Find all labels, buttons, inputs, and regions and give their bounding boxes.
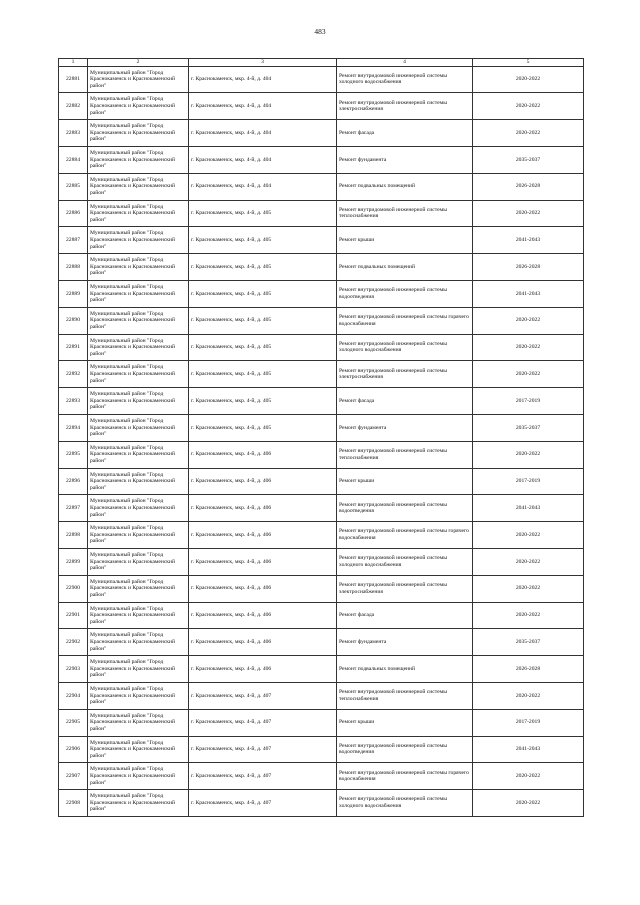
address-cell: г. Краснокаменск, мкр. 4-й, д. 405 [189,361,337,388]
row-number: 22905 [59,709,88,736]
work-type-cell: Ремонт внутридомовой инженерной системы холодного водоснабжения [337,790,473,817]
address-cell: г. Краснокаменск, мкр. 4-й, д. 406 [189,522,337,549]
work-type-cell: Ремонт крыши [337,227,473,254]
table-row [59,629,584,656]
work-type-cell: Ремонт внутридомовой инженерной системы водоотведения [337,280,473,307]
row-number: 22894 [59,414,88,441]
row-number: 22893 [59,388,88,415]
work-type-cell: Ремонт внутридомовой инженерной системы холодного водоснабжения [337,548,473,575]
address-cell: г. Краснокаменск, мкр. 4-й, д. 405 [189,307,337,334]
address-cell: г. Краснокаменск, мкр. 4-й, д. 406 [189,548,337,575]
row-number: 22886 [59,200,88,227]
period-cell: 2035-2037 [473,414,584,441]
work-type-cell: Ремонт фундамента [337,414,473,441]
work-type-cell: Ремонт внутридомовой инженерной системы теплоснабжения [337,200,473,227]
row-number: 22883 [59,120,88,147]
municipality-cell: Муниципальный район "Город Краснокаменск и Краснокаменский район" [88,656,189,683]
address-cell: г. Краснокаменск, мкр. 4-й, д. 405 [189,200,337,227]
table-row [59,763,584,790]
municipality-cell: Муниципальный район "Город Краснокаменск и Краснокаменский район" [88,548,189,575]
header-cell-1: 1 [59,59,88,67]
municipality-cell: Муниципальный район "Город Краснокаменск и Краснокаменский район" [88,414,189,441]
work-type-cell: Ремонт внутридомовой инженерной системы водоотведения [337,495,473,522]
period-cell: 2020-2022 [473,361,584,388]
period-cell: 2017-2019 [473,388,584,415]
header-cell-3: 3 [189,59,337,67]
work-type-cell: Ремонт внутридомовой инженерной системы электроснабжения [337,361,473,388]
table-row [59,441,584,468]
header-cell-5: 5 [473,59,584,67]
municipality-cell: Муниципальный район "Город Краснокаменск и Краснокаменский район" [88,120,189,147]
work-type-cell: Ремонт внутридомовой инженерной системы горячего водоснабжения [337,522,473,549]
work-type-cell: Ремонт внутридомовой инженерной системы теплоснабжения [337,441,473,468]
period-cell: 2017-2019 [473,709,584,736]
municipality-cell: Муниципальный район "Город Краснокаменск и Краснокаменский район" [88,522,189,549]
work-type-cell: Ремонт крыши [337,709,473,736]
row-number: 22899 [59,548,88,575]
repair-schedule-table [58,58,584,817]
period-cell: 2020-2022 [473,575,584,602]
row-number: 22903 [59,656,88,683]
period-cell: 2020-2022 [473,120,584,147]
municipality-cell: Муниципальный район "Город Краснокаменск и Краснокаменский район" [88,334,189,361]
row-number: 22904 [59,682,88,709]
period-cell: 2020-2022 [473,790,584,817]
table-row [59,602,584,629]
period-cell: 2020-2022 [473,93,584,120]
work-type-cell: Ремонт крыши [337,468,473,495]
municipality-cell: Муниципальный район "Город Краснокаменск и Краснокаменский район" [88,602,189,629]
address-cell: г. Краснокаменск, мкр. 4-й, д. 407 [189,709,337,736]
row-number: 22888 [59,254,88,281]
row-number: 22890 [59,307,88,334]
municipality-cell: Муниципальный район "Город Краснокаменск и Краснокаменский район" [88,468,189,495]
period-cell: 2041-2043 [473,227,584,254]
period-cell: 2020-2022 [473,763,584,790]
municipality-cell: Муниципальный район "Город Краснокаменск и Краснокаменский район" [88,629,189,656]
period-cell: 2020-2022 [473,66,584,93]
address-cell: г. Краснокаменск, мкр. 4-й, д. 405 [189,227,337,254]
row-number: 22906 [59,736,88,763]
table-row [59,146,584,173]
address-cell: г. Краснокаменск, мкр. 4-й, д. 405 [189,254,337,281]
municipality-cell: Муниципальный район "Город Краснокаменск и Краснокаменский район" [88,173,189,200]
work-type-cell: Ремонт подвальных помещений [337,173,473,200]
municipality-cell: Муниципальный район "Город Краснокаменск и Краснокаменский район" [88,388,189,415]
period-cell: 2020-2022 [473,200,584,227]
period-cell: 2026-2028 [473,254,584,281]
row-number: 22902 [59,629,88,656]
table-row [59,682,584,709]
table-row [59,522,584,549]
work-type-cell: Ремонт подвальных помещений [337,254,473,281]
table-row [59,736,584,763]
header-row [59,59,584,67]
municipality-cell: Муниципальный район "Город Краснокаменск и Краснокаменский район" [88,66,189,93]
table-row [59,468,584,495]
table-row [59,575,584,602]
table-header [59,59,584,67]
work-type-cell: Ремонт фасада [337,602,473,629]
table-row [59,548,584,575]
period-cell: 2020-2022 [473,307,584,334]
address-cell: г. Краснокаменск, мкр. 4-й, д. 404 [189,93,337,120]
address-cell: г. Краснокаменск, мкр. 4-й, д. 406 [189,441,337,468]
period-cell: 2020-2022 [473,602,584,629]
municipality-cell: Муниципальный район "Город Краснокаменск и Краснокаменский район" [88,736,189,763]
address-cell: г. Краснокаменск, мкр. 4-й, д. 407 [189,736,337,763]
municipality-cell: Муниципальный район "Город Краснокаменск и Краснокаменский район" [88,254,189,281]
address-cell: г. Краснокаменск, мкр. 4-й, д. 406 [189,656,337,683]
municipality-cell: Муниципальный район "Город Краснокаменск и Краснокаменский район" [88,200,189,227]
table-row [59,307,584,334]
work-type-cell: Ремонт фундамента [337,629,473,656]
municipality-cell: Муниципальный район "Город Краснокаменск и Краснокаменский район" [88,682,189,709]
row-number: 22907 [59,763,88,790]
work-type-cell: Ремонт подвальных помещений [337,656,473,683]
address-cell: г. Краснокаменск, мкр. 4-й, д. 406 [189,629,337,656]
row-number: 22896 [59,468,88,495]
row-number: 22895 [59,441,88,468]
work-type-cell: Ремонт внутридомовой инженерной системы холодного водоснабжения [337,334,473,361]
row-number: 22898 [59,522,88,549]
table-row [59,227,584,254]
table-row [59,280,584,307]
period-cell: 2020-2022 [473,522,584,549]
page-number: 483 [314,27,326,36]
table-row [59,334,584,361]
table-row [59,173,584,200]
address-cell: г. Краснокаменск, мкр. 4-й, д. 404 [189,146,337,173]
table-row [59,200,584,227]
work-type-cell: Ремонт фундамента [337,146,473,173]
period-cell: 2020-2022 [473,548,584,575]
municipality-cell: Муниципальный район "Город Краснокаменск и Краснокаменский район" [88,763,189,790]
table-body [59,66,584,816]
work-type-cell: Ремонт внутридомовой инженерной системы водоотведения [337,736,473,763]
municipality-cell: Муниципальный район "Город Краснокаменск и Краснокаменский район" [88,790,189,817]
address-cell: г. Краснокаменск, мкр. 4-й, д. 406 [189,575,337,602]
municipality-cell: Муниципальный район "Город Краснокаменск и Краснокаменский район" [88,280,189,307]
work-type-cell: Ремонт внутридомовой инженерной системы электроснабжения [337,93,473,120]
work-type-cell: Ремонт фасада [337,388,473,415]
row-number: 22887 [59,227,88,254]
address-cell: г. Краснокаменск, мкр. 4-й, д. 405 [189,280,337,307]
row-number: 22891 [59,334,88,361]
work-type-cell: Ремонт внутридомовой инженерной системы горячего водоснабжения [337,307,473,334]
address-cell: г. Краснокаменск, мкр. 4-й, д. 407 [189,682,337,709]
address-cell: г. Краснокаменск, мкр. 4-й, д. 406 [189,468,337,495]
table-row [59,656,584,683]
table-row [59,414,584,441]
row-number: 22892 [59,361,88,388]
table-row [59,120,584,147]
header-cell-4: 4 [337,59,473,67]
header-cell-2: 2 [88,59,189,67]
row-number: 22885 [59,173,88,200]
row-number: 22881 [59,66,88,93]
municipality-cell: Муниципальный район "Город Краснокаменск и Краснокаменский район" [88,93,189,120]
period-cell: 2026-2028 [473,656,584,683]
municipality-cell: Муниципальный район "Город Краснокаменск и Краснокаменский район" [88,495,189,522]
period-cell: 2017-2019 [473,468,584,495]
address-cell: г. Краснокаменск, мкр. 4-й, д. 407 [189,790,337,817]
work-type-cell: Ремонт внутридомовой инженерной системы электроснабжения [337,575,473,602]
municipality-cell: Муниципальный район "Город Краснокаменск и Краснокаменский район" [88,227,189,254]
address-cell: г. Краснокаменск, мкр. 4-й, д. 405 [189,334,337,361]
work-type-cell: Ремонт внутридомовой инженерной системы горячего водоснабжения [337,763,473,790]
work-type-cell: Ремонт фасада [337,120,473,147]
municipality-cell: Муниципальный район "Город Краснокаменск и Краснокаменский район" [88,307,189,334]
period-cell: 2041-2043 [473,736,584,763]
period-cell: 2020-2022 [473,441,584,468]
row-number: 22897 [59,495,88,522]
address-cell: г. Краснокаменск, мкр. 4-й, д. 406 [189,495,337,522]
municipality-cell: Муниципальный район "Город Краснокаменск и Краснокаменский район" [88,441,189,468]
address-cell: г. Краснокаменск, мкр. 4-й, д. 404 [189,173,337,200]
municipality-cell: Муниципальный район "Город Краснокаменск и Краснокаменский район" [88,575,189,602]
row-number: 22884 [59,146,88,173]
address-cell: г. Краснокаменск, мкр. 4-й, д. 404 [189,66,337,93]
table-row [59,66,584,93]
table-row [59,790,584,817]
address-cell: г. Краснокаменск, мкр. 4-й, д. 406 [189,602,337,629]
table-row [59,93,584,120]
address-cell: г. Краснокаменск, мкр. 4-й, д. 404 [189,120,337,147]
table-row [59,388,584,415]
table-row [59,495,584,522]
row-number: 22908 [59,790,88,817]
period-cell: 2020-2022 [473,334,584,361]
period-cell: 2041-2043 [473,280,584,307]
period-cell: 2035-2037 [473,146,584,173]
municipality-cell: Муниципальный район "Город Краснокаменск и Краснокаменский район" [88,146,189,173]
table-row [59,361,584,388]
period-cell: 2026-2028 [473,173,584,200]
address-cell: г. Краснокаменск, мкр. 4-й, д. 405 [189,414,337,441]
work-type-cell: Ремонт внутридомовой инженерной системы теплоснабжения [337,682,473,709]
row-number: 22901 [59,602,88,629]
table-row [59,709,584,736]
period-cell: 2020-2022 [473,682,584,709]
period-cell: 2035-2037 [473,629,584,656]
table-row [59,254,584,281]
row-number: 22900 [59,575,88,602]
municipality-cell: Муниципальный район "Город Краснокаменск и Краснокаменский район" [88,709,189,736]
row-number: 22882 [59,93,88,120]
period-cell: 2041-2043 [473,495,584,522]
address-cell: г. Краснокаменск, мкр. 4-й, д. 407 [189,763,337,790]
work-type-cell: Ремонт внутридомовой инженерной системы холодного водоснабжения [337,66,473,93]
address-cell: г. Краснокаменск, мкр. 4-й, д. 405 [189,388,337,415]
row-number: 22889 [59,280,88,307]
municipality-cell: Муниципальный район "Город Краснокаменск и Краснокаменский район" [88,361,189,388]
